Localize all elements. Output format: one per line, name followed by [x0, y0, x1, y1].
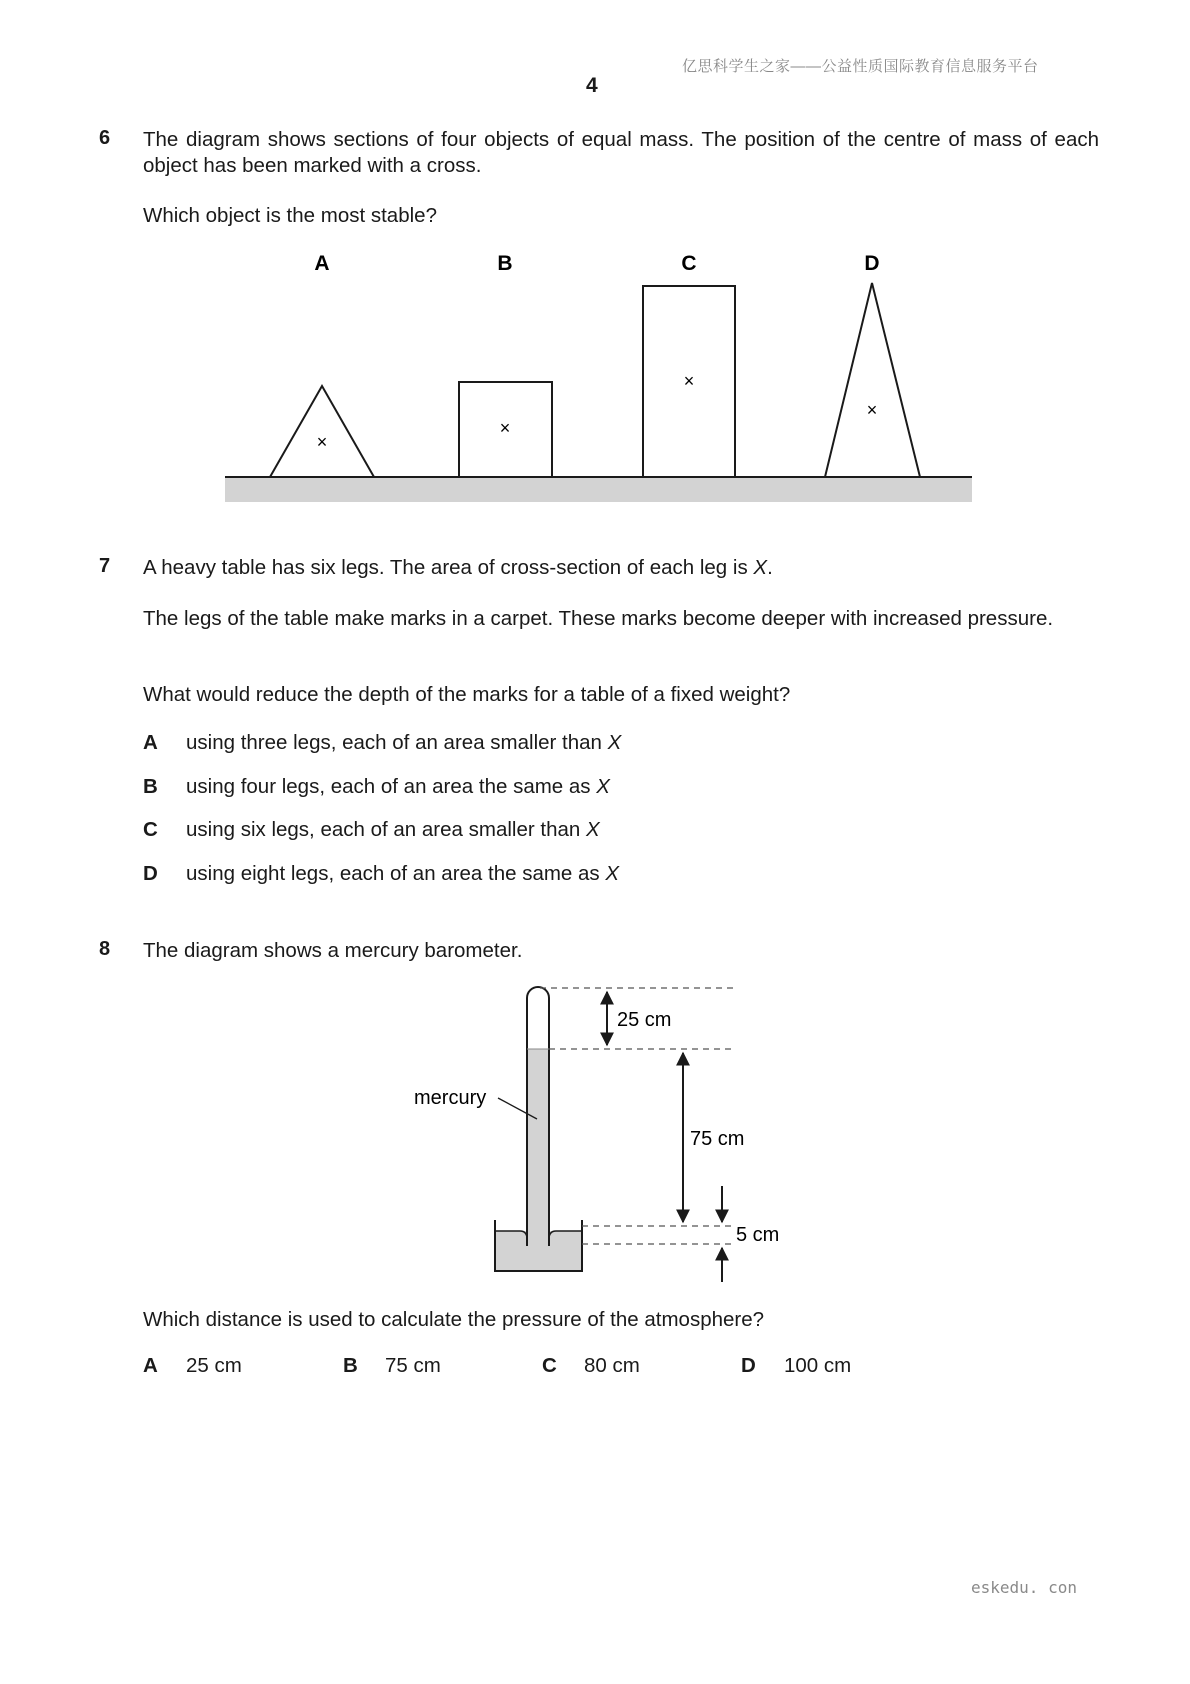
question-6-prompt: Which object is the most stable?	[143, 204, 437, 227]
question-6-number: 6	[99, 127, 111, 149]
q7-option-a-letter: A	[143, 731, 158, 754]
variable-x: X	[753, 556, 768, 579]
variable-x: X	[585, 818, 600, 841]
q8-option-b-letter: B	[343, 1354, 358, 1377]
object-label-b: B	[497, 252, 513, 275]
q8-option-a-letter: A	[143, 1354, 158, 1377]
q8-option-c-letter: C	[542, 1354, 557, 1377]
watermark-text: 亿思科学生之家——公益性质国际教育信息服务平台	[682, 58, 1039, 75]
variable-x: X	[607, 731, 622, 754]
dimension-label-25cm: 25 cm	[617, 1009, 672, 1031]
q7-option-d-label: using eight legs, each of an area the same as	[186, 862, 606, 885]
object-label-c: C	[681, 252, 697, 275]
question-7-number: 7	[99, 555, 111, 577]
q7-option-b-label: using four legs, each of an area the same as	[186, 775, 597, 798]
question-8-number: 8	[99, 938, 111, 960]
object-label-d: D	[864, 252, 880, 275]
q8-option-d-text: 100 cm	[784, 1354, 852, 1377]
variable-x: X	[596, 775, 610, 798]
tube-mercury-column	[528, 1049, 548, 1249]
mercury-label: mercury	[414, 1087, 487, 1109]
q7-option-d-letter: D	[143, 862, 158, 885]
centre-of-mass-c: ×	[683, 371, 695, 391]
q7-option-b-letter: B	[143, 775, 158, 798]
centre-of-mass-a: ×	[316, 432, 328, 452]
question-7-intro-period: .	[767, 556, 773, 579]
question-7-intro-text: A heavy table has six legs. The area of cross-section of each leg is	[143, 556, 754, 579]
question-8-prompt: Which distance is used to calculate the pressure of the atmosphere?	[143, 1308, 765, 1331]
dimension-label-5cm: 5 cm	[736, 1224, 780, 1246]
q7-option-c-letter: C	[143, 818, 158, 841]
q7-option-c-label: using six legs, each of an area smaller than	[186, 818, 586, 841]
question-8-text: The diagram shows a mercury barometer.	[143, 939, 523, 962]
question-6-text: The diagram shows sections of four objects of equal mass. The position of the centre of mass of each object has been marked with a cross.	[143, 128, 1099, 177]
centre-of-mass-d: ×	[866, 400, 878, 420]
question-7-text: The legs of the table make marks in a carpet. These marks become deeper with increased pressure.	[143, 607, 1054, 630]
q8-option-d-letter: D	[741, 1354, 756, 1377]
variable-x: X	[605, 862, 620, 885]
q7-option-a-label: using three legs, each of an area smaller than	[186, 731, 608, 754]
object-label-a: A	[314, 252, 330, 275]
page-number: 4	[586, 74, 598, 97]
q8-option-b-text: 75 cm	[385, 1354, 441, 1377]
centre-of-mass-b: ×	[499, 418, 511, 438]
q8-option-a-text: 25 cm	[186, 1354, 242, 1377]
dimension-label-75cm: 75 cm	[690, 1128, 745, 1150]
q8-option-c-text: 80 cm	[584, 1354, 640, 1377]
question-7-prompt: What would reduce the depth of the marks for a table of a fixed weight?	[143, 683, 791, 706]
footer-watermark: eskedu. con	[971, 1578, 1077, 1597]
